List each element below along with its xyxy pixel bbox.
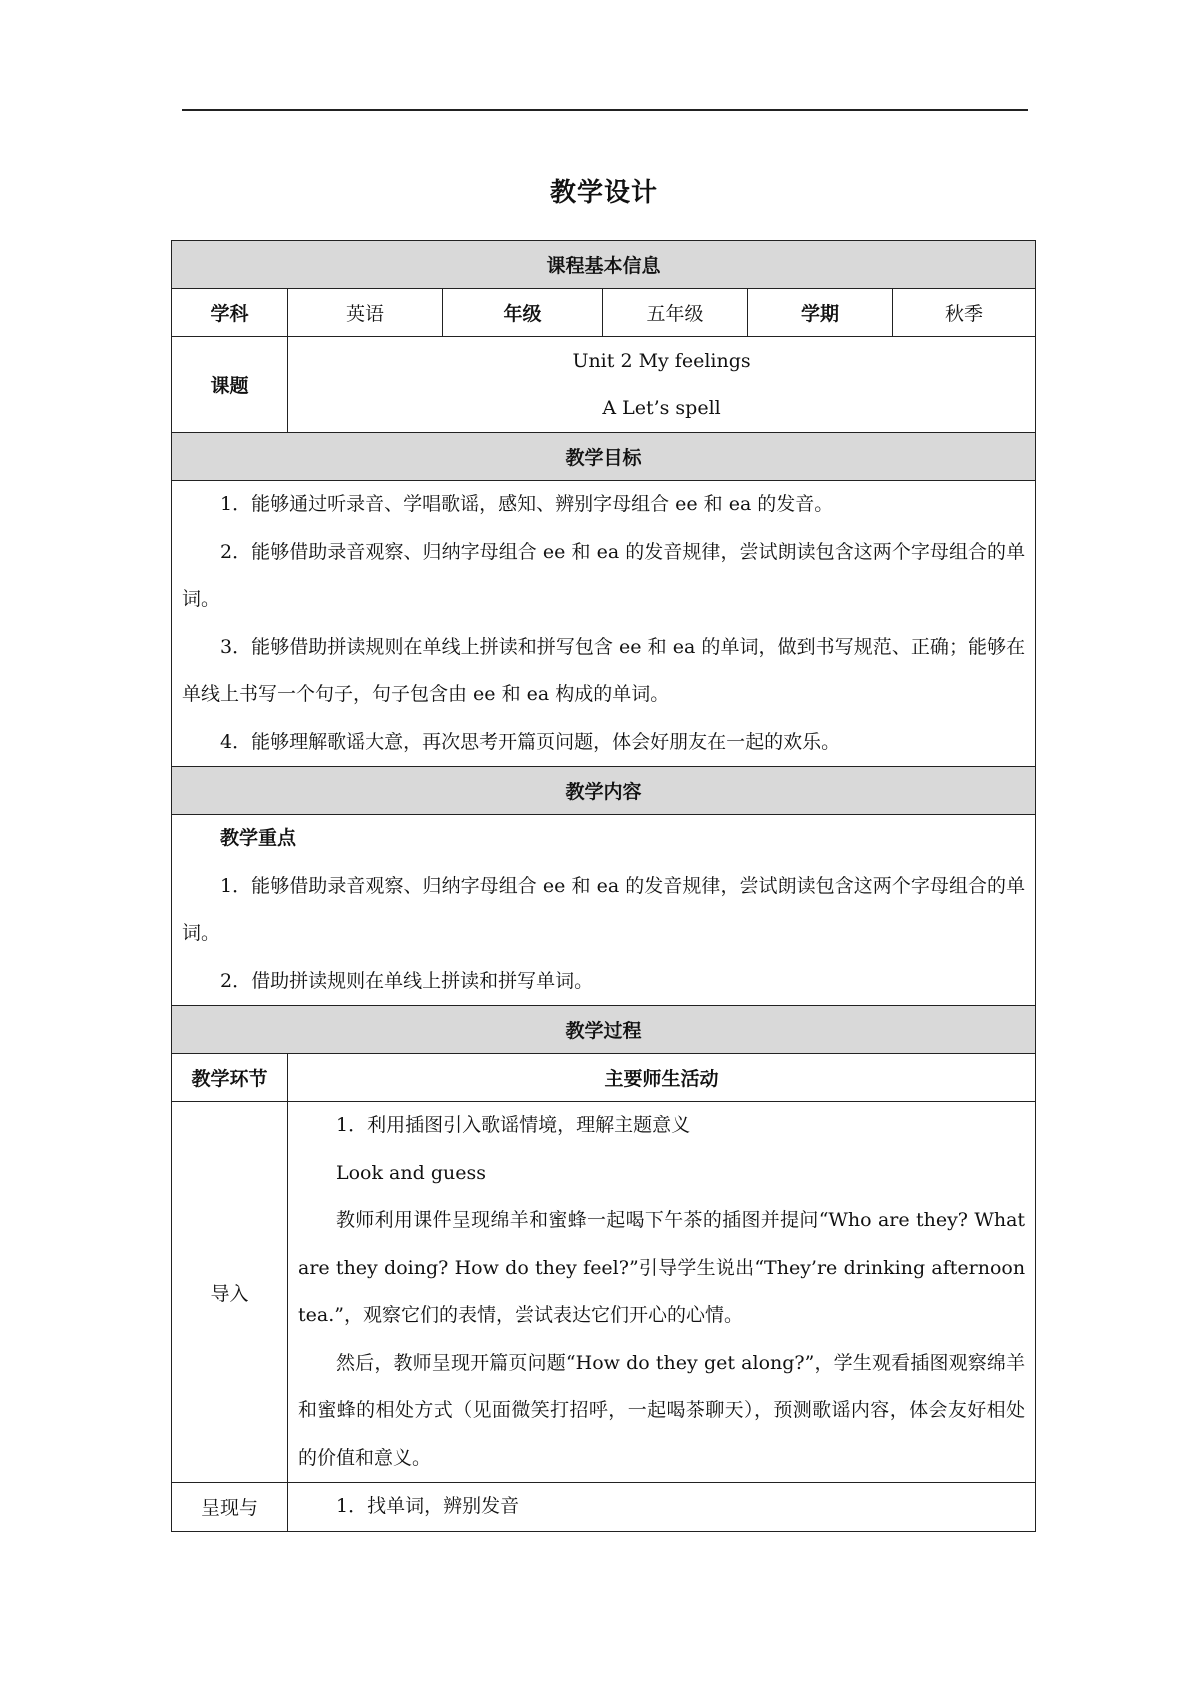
topic-line-section: A Let’s spell — [602, 396, 721, 419]
basic-info-header: 课程基本信息 — [172, 241, 1036, 289]
grade-label: 年级 — [443, 289, 603, 337]
basic-info-row — [172, 289, 1036, 337]
stage-cell: 导入 — [172, 1102, 288, 1483]
activity-paragraph: 然后，教师呈现开篇页问题“How do they get along?”，学生观看插图观察绵羊和蜜蜂的相处方式（见面微笑打招呼，一起喝茶聊天），预测歌谣内容，体会友好相处的价值和意义。 — [298, 1351, 1026, 1469]
page-title: 教学设计 — [549, 178, 658, 208]
objectives-header-row — [172, 433, 1036, 481]
subject-value: 英语 — [288, 289, 443, 337]
objectives-body-row — [172, 481, 1036, 767]
activity-paragraph: 1．找单词，辨别发音 — [336, 1495, 520, 1517]
lesson-plan-table — [171, 240, 1036, 1532]
subject-label: 学科 — [172, 289, 288, 337]
topic-row — [172, 337, 1036, 433]
term-value: 秋季 — [893, 289, 1036, 337]
objective-item: 3．能够借助拼读规则在单线上拼读和拼写包含 ee 和 ea 的单词，做到书写规范、正确；能够在单线上书写一个句子，句子包含由 ee 和 ea 构成的单词。 — [182, 635, 1026, 705]
key-point-item: 1．能够借助录音观察、归纳字母组合 ee 和 ea 的发音规律，尝试朗读包含这两个字母组合的单词。 — [182, 874, 1026, 944]
process-header: 教学过程 — [172, 1006, 1036, 1054]
activity-paragraph: Look and guess — [336, 1161, 486, 1184]
activity-column-header: 主要师生活动 — [288, 1054, 1036, 1102]
process-columns-row — [172, 1054, 1036, 1102]
activity-cell — [288, 1102, 1036, 1483]
objectives-header: 教学目标 — [172, 433, 1036, 481]
basic-info-header-row — [172, 241, 1036, 289]
topic-label: 课题 — [172, 337, 288, 433]
activity-cell — [288, 1483, 1036, 1532]
header-rule — [182, 109, 1028, 111]
objective-item: 2．能够借助录音观察、归纳字母组合 ee 和 ea 的发音规律，尝试朗读包含这两个字母组合的单词。 — [182, 540, 1026, 610]
key-point-item: 2．借助拼读规则在单线上拼读和拼写单词。 — [220, 969, 594, 992]
objectives-body — [172, 481, 1036, 767]
process-row-intro — [172, 1102, 1036, 1483]
content-body — [172, 815, 1036, 1006]
content-header: 教学内容 — [172, 767, 1036, 815]
term-label: 学期 — [748, 289, 893, 337]
objective-item: 1．能够通过听录音、学唱歌谣，感知、辨别字母组合 ee 和 ea 的发音。 — [220, 493, 834, 515]
topic-line-unit: Unit 2 My feelings — [572, 349, 751, 372]
grade-value: 五年级 — [603, 289, 748, 337]
content-body-row — [172, 815, 1036, 1006]
activity-paragraph: 教师利用课件呈现绵羊和蜜蜂一起喝下午茶的插图并提问“Who are they? What are they doing? How do they feel?”引导学生说出“They’re drinking afternoon tea.”，观察它们的表情，尝试表达它们开心的心情。 — [298, 1209, 1026, 1326]
process-row-presentation — [172, 1483, 1036, 1532]
activity-paragraph: 1．利用插图引入歌谣情境，理解主题意义 — [336, 1114, 691, 1136]
key-points-label: 教学重点 — [220, 827, 297, 849]
objective-item: 4．能够理解歌谣大意，再次思考开篇页问题，体会好朋友在一起的欢乐。 — [220, 730, 841, 753]
topic-value — [288, 337, 1036, 433]
stage-cell: 呈现与 — [172, 1483, 288, 1532]
content-header-row — [172, 767, 1036, 815]
stage-column-header: 教学环节 — [172, 1054, 288, 1102]
process-header-row — [172, 1006, 1036, 1054]
